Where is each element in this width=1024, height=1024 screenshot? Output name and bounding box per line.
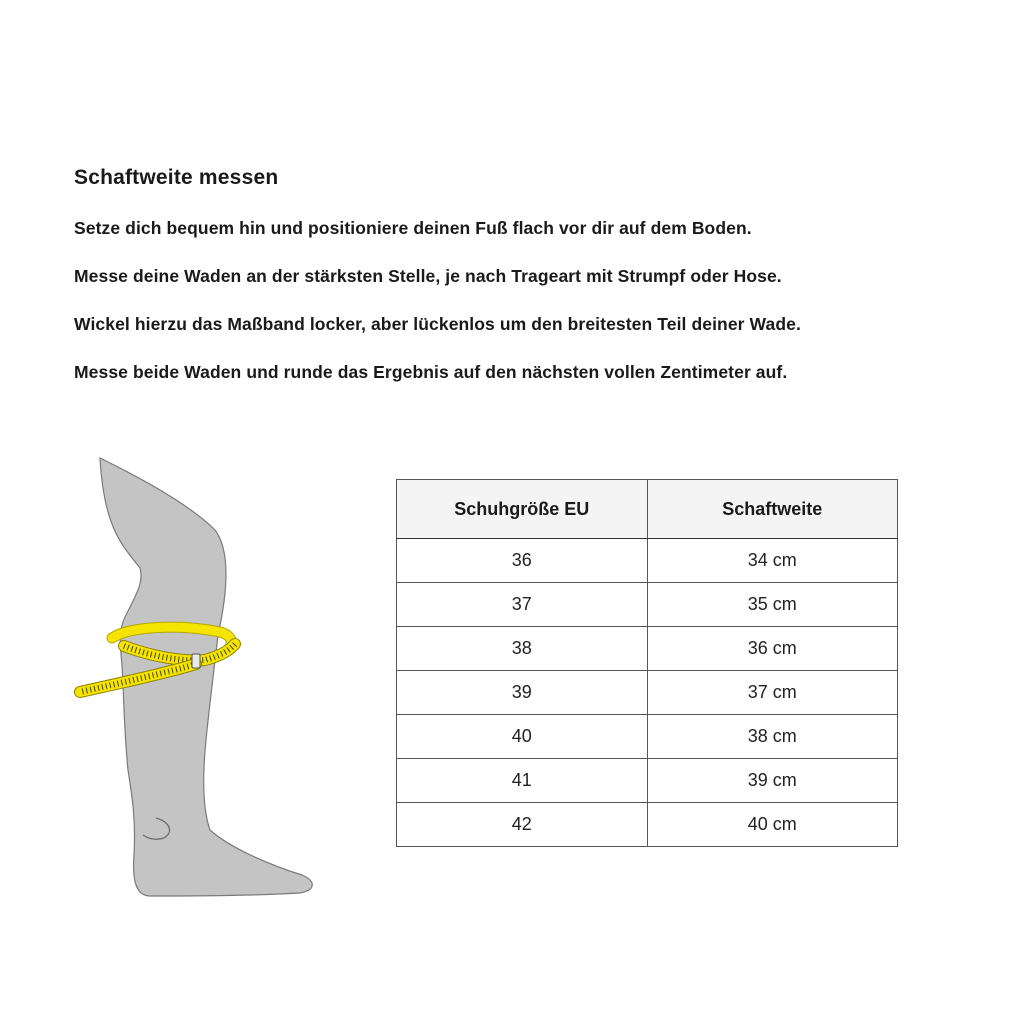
shoe-size-cell: 40 xyxy=(397,715,648,759)
instruction-step: Messe deine Waden an der stärksten Stelle, je nach Trageart mit Strumpf oder Hose. xyxy=(74,266,782,286)
shoe-size-cell: 38 xyxy=(397,627,648,671)
shaft-width-cell: 34 cm xyxy=(647,539,898,583)
table-row xyxy=(397,715,898,759)
table-row xyxy=(397,583,898,627)
shaft-width-cell: 35 cm xyxy=(647,583,898,627)
shoe-size-cell: 42 xyxy=(397,803,648,847)
table-row xyxy=(397,671,898,715)
instruction-list xyxy=(74,216,801,408)
instruction-step: Wickel hierzu das Maßband locker, aber lückenlos um den breitesten Teil deiner Wade. xyxy=(74,314,801,334)
shoe-size-cell: 41 xyxy=(397,759,648,803)
shaft-width-cell: 37 cm xyxy=(647,671,898,715)
shoe-size-cell: 36 xyxy=(397,539,648,583)
shoe-size-cell: 39 xyxy=(397,671,648,715)
shaft-width-cell: 40 cm xyxy=(647,803,898,847)
table-row xyxy=(397,759,898,803)
leg-measurement-illustration xyxy=(70,450,330,900)
shoe-size-cell: 37 xyxy=(397,583,648,627)
tape-buckle-icon xyxy=(192,654,200,668)
table-row xyxy=(397,539,898,583)
shaft-width-cell: 36 cm xyxy=(647,627,898,671)
instruction-step: Messe beide Waden und runde das Ergebnis auf den nächsten vollen Zentimeter auf. xyxy=(74,362,788,382)
page-title: Schaftweite messen xyxy=(74,166,279,189)
table-header-row xyxy=(397,480,898,539)
table-row xyxy=(397,803,898,847)
size-chart-table xyxy=(396,479,898,847)
column-header-shaft-width: Schaftweite xyxy=(647,480,898,539)
column-header-shoe-size: Schuhgröße EU xyxy=(397,480,648,539)
shaft-width-cell: 39 cm xyxy=(647,759,898,803)
shaft-width-cell: 38 cm xyxy=(647,715,898,759)
table-row xyxy=(397,627,898,671)
instruction-step: Setze dich bequem hin und positioniere deinen Fuß flach vor dir auf dem Boden. xyxy=(74,218,752,238)
